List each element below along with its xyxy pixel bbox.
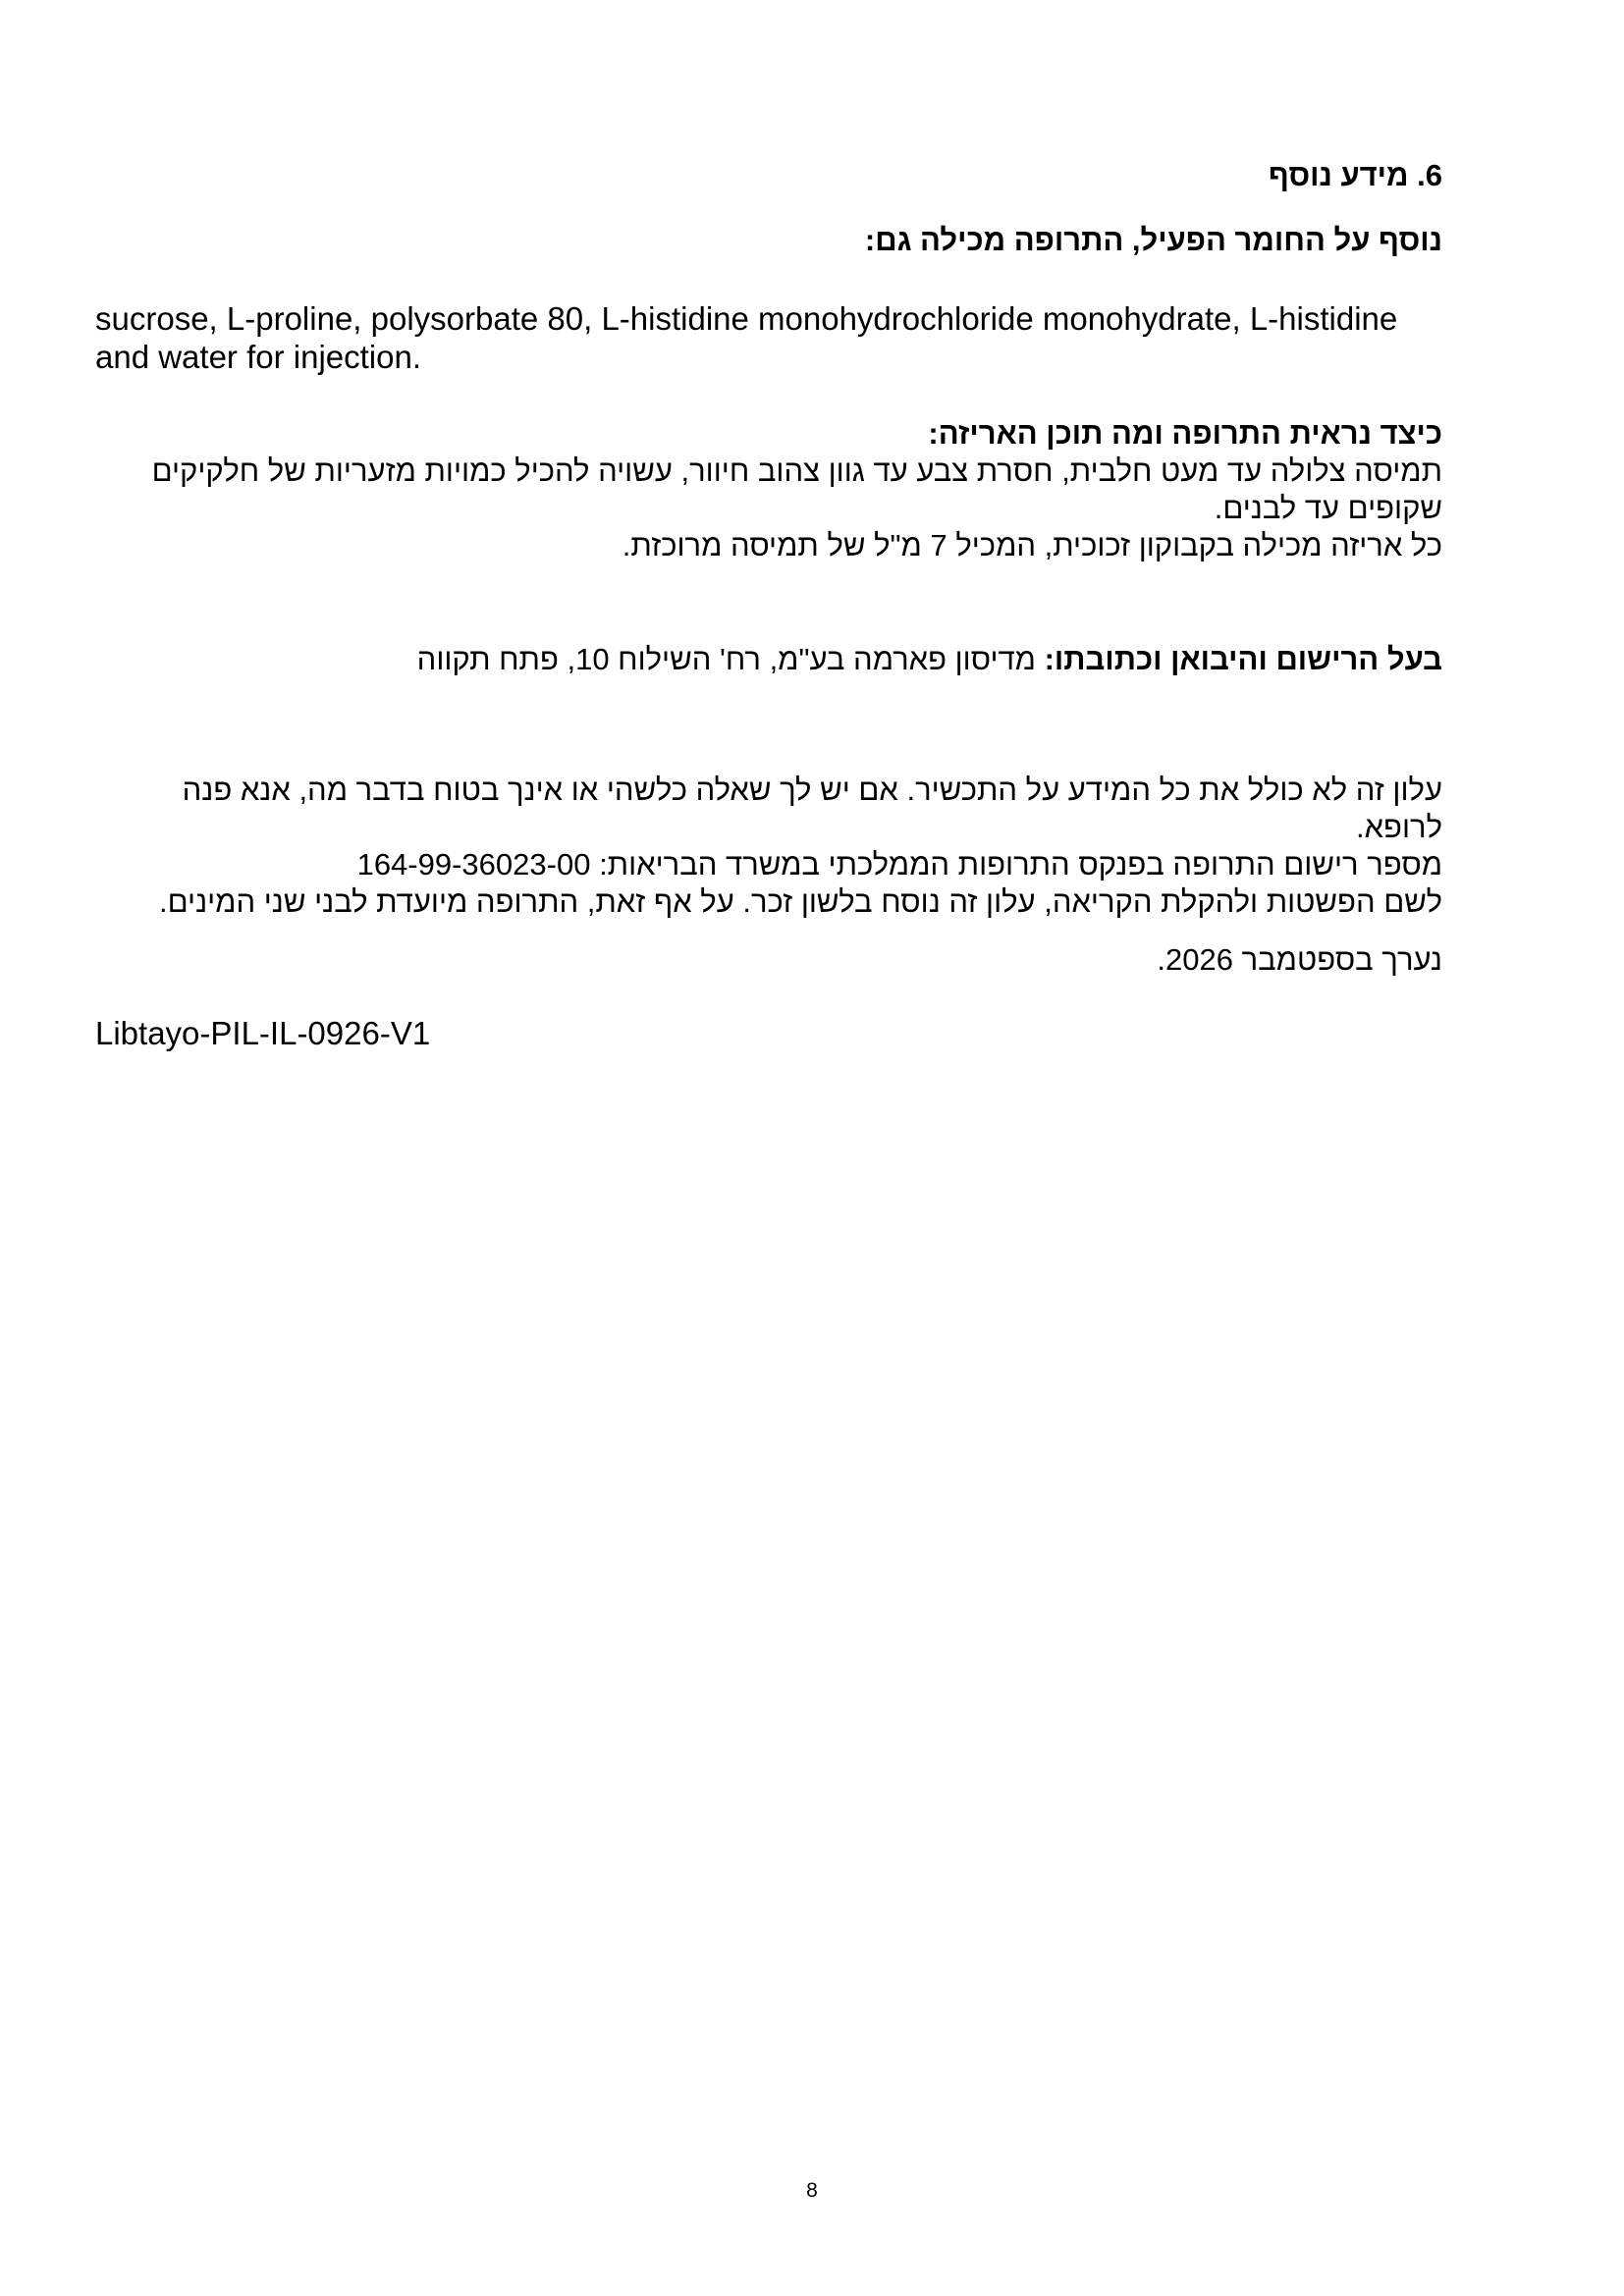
- appearance-heading: כיצד נראית התרופה ומה תוכן האריזה:: [928, 416, 1442, 451]
- registration-label: מספר רישום התרופה בפנקס התרופות הממלכתי במשרד הבריאות:: [599, 847, 1442, 881]
- registrant-line: [93, 641, 1442, 678]
- ingredients-list: sucrose, L-proline, polysorbate 80, L-histidine monohydrochloride monohydrate, L-histidine and water for injection.: [95, 300, 1398, 375]
- package-contents: כל אריזה מכילה בקבוקון זכוכית, המכיל 7 מ"ל של תמיסה מרוכזת.: [622, 528, 1442, 562]
- edited-date: נערך בספטמבר 2026.: [1157, 942, 1442, 977]
- leaflet-notice: עלון זה לא כולל את כל המידע על התכשיר. אם יש לך שאלה כלשהי או אינך בטוח בדבר מה, אנא פנה לרופא.: [182, 773, 1442, 844]
- registrant-value: מדיסון פארמה בע"מ, רח' השילוח 10, פתח תקווה: [416, 642, 1036, 676]
- appearance-description: תמיסה צלולה עד מעט חלבית, חסרת צבע עד גוון צהוב חיוור, עשויה להכיל כמויות מזעריות של חלקיקים שקופים עד לבנים.: [151, 454, 1442, 525]
- section-6-heading: 6. מידע נוסף: [1268, 158, 1442, 192]
- document-code: Libtayo-PIL-IL-0926-V1: [95, 1015, 431, 1051]
- gender-notice: לשם הפשטות ולהקלת הקריאה, עלון זה נוסח בלשון זכר. על אף זאת, התרופה מיועדת לבני שני המינים.: [159, 884, 1442, 919]
- registration-number: 164-99-36023-00: [356, 847, 591, 881]
- registrant-label: בעל הרישום והיבואן וכתובתו:: [1044, 642, 1442, 676]
- registration-line: [93, 846, 1442, 883]
- ingredients-heading: נוסף על החומר הפעיל, התרופה מכילה גם:: [864, 223, 1442, 257]
- page-number: 8: [806, 2179, 818, 2202]
